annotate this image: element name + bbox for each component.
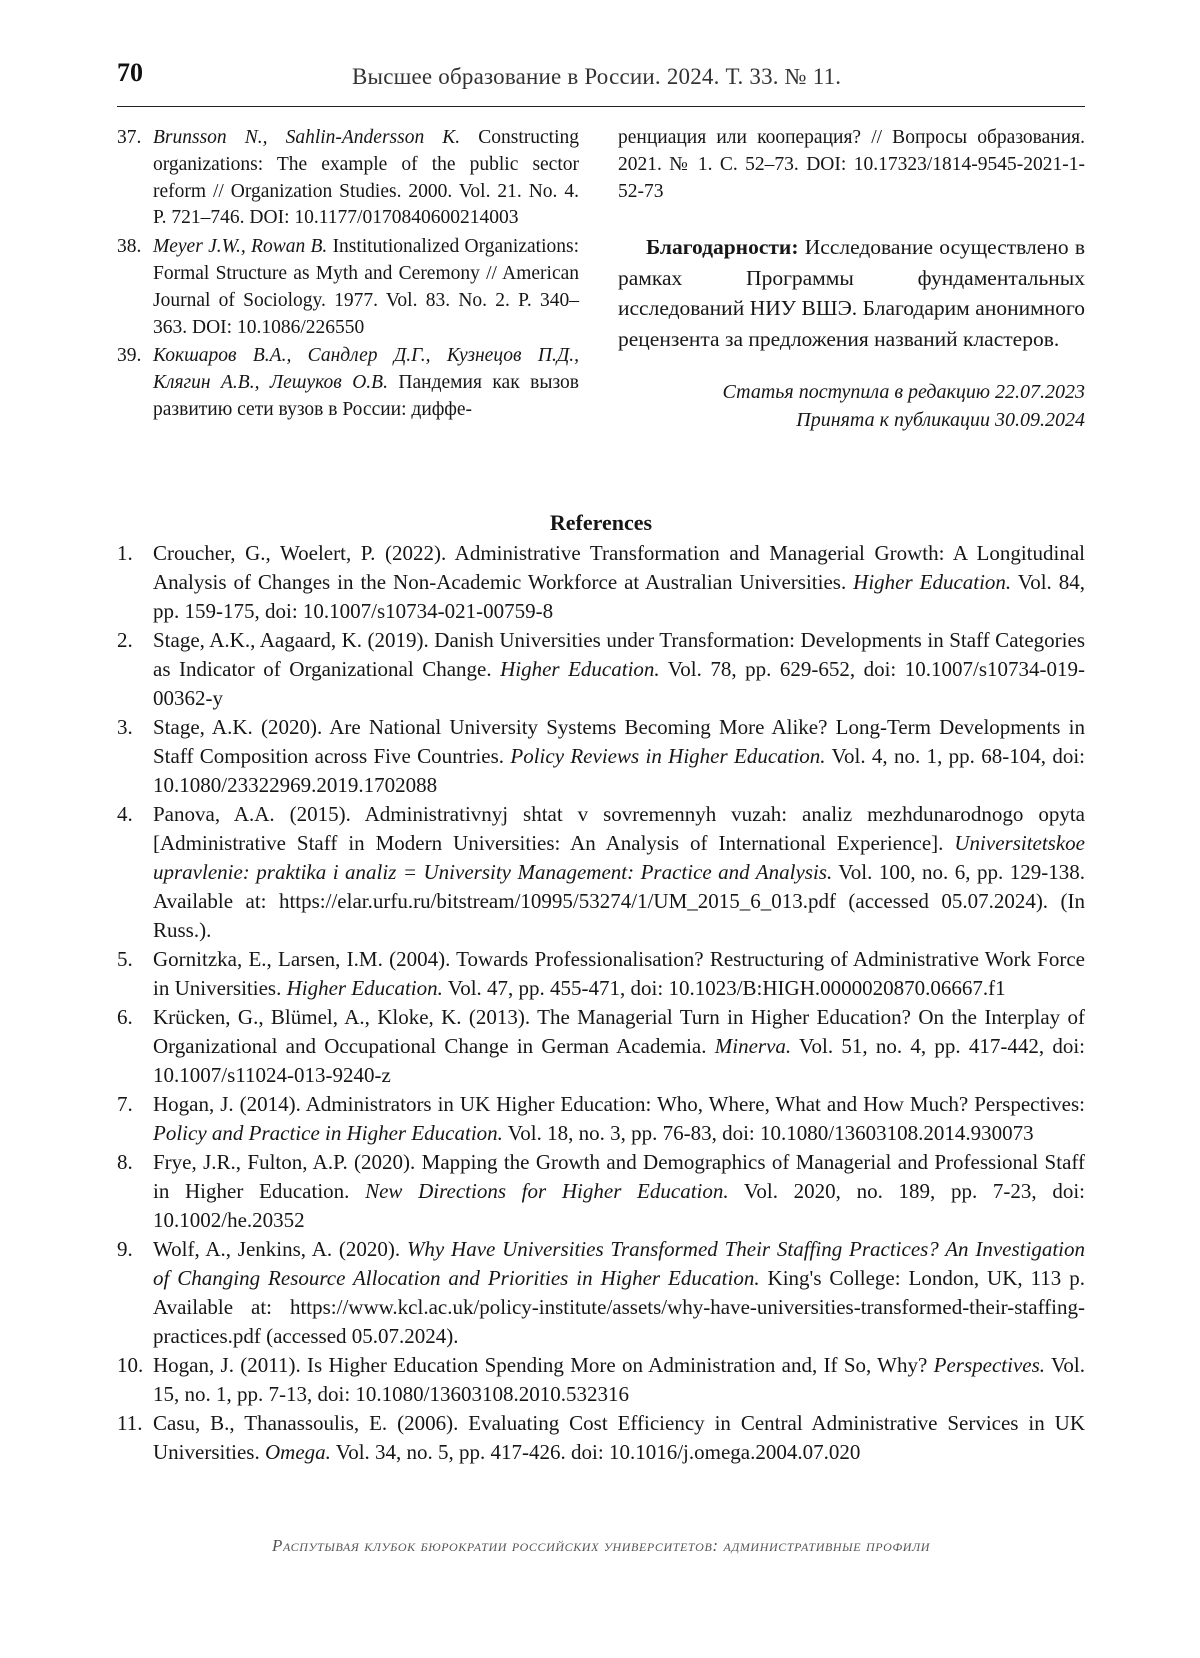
reference-body: Wolf, A., Jenkins, A. (2020). xyxy=(153,1237,407,1261)
reference-number: 10. xyxy=(117,1353,144,1377)
reference-details: King's College: London, UK, 113 p. Available at: https://www.kcl.ac.uk/policy-institute/assets/why-have-universities-transformed-their-staffing-practices.pdf (accessed 05.07.2024). xyxy=(153,1266,1085,1348)
reference-item xyxy=(117,539,1085,626)
reference-item xyxy=(117,800,1085,945)
reference-body: Casu, B., Thanassoulis, E. (2006). Evaluating Cost Efficiency in Central Administrative Services in UK Universities. xyxy=(153,1411,1085,1464)
reference-details: Institutionalized Organizations: Formal Structure as Myth and Ceremony // American Journal of Sociology. 1977. Vol. 83. No. 2. P. 340–363. DOI: 10.1086/226550 xyxy=(153,236,579,338)
reference-text xyxy=(153,1090,1085,1148)
reference-details: Vol. 51, no. 4, pp. 417-442, doi: 10.1007/s11024-013-9240-z xyxy=(153,1034,1086,1087)
reference-authors: Brunsson N., Sahlin-Andersson K. xyxy=(153,127,461,148)
reference-details: Vol. 34, no. 5, pp. 417-426. doi: 10.1016/j.omega.2004.07.020 xyxy=(330,1440,861,1464)
reference-number: 1. xyxy=(117,541,133,565)
reference-details: Vol. 84, pp. 159-175, doi: 10.1007/s10734-021-00759-8 xyxy=(153,570,1086,623)
received-date: Статья поступила в редакцию 22.07.2023 xyxy=(722,381,1085,404)
reference-source: Omega. xyxy=(264,1440,331,1464)
reference-text xyxy=(153,800,1085,945)
reference-item xyxy=(117,626,1085,713)
reference-item xyxy=(117,1409,1085,1467)
acknowledgment-label: Благодарности: xyxy=(646,235,799,260)
reference-body: Stage, A.K. (2020). Are National University Systems Becoming More Alike? Long-Term Developments in Staff Composition across Five Countries. xyxy=(153,715,1085,768)
reference-details: Vol. 2020, no. 189, pp. 7-23, doi: 10.1002/he.20352 xyxy=(153,1179,1085,1232)
reference-source: Perspectives. xyxy=(933,1353,1046,1377)
reference-details: Constructing organizations: The example of the public sector reform // Organization Studies. 2000. Vol. 21. No. 4. P. 721–746. DOI: 10.1177/0170840600214003 xyxy=(153,127,580,229)
right-column xyxy=(618,125,1085,434)
reference-item xyxy=(117,713,1085,800)
page-number: 70 xyxy=(117,58,143,87)
acknowledgment-text: Исследование осуществлено в рамках Программы фундаментальных исследований НИУ ВШЭ. Благодарим анонимного рецензента за предложения названий кластеров. xyxy=(618,235,1085,351)
reference-number: 11. xyxy=(117,1411,143,1435)
reference-number: 6. xyxy=(117,1005,133,1029)
reference-source: Policy Reviews in Higher Education. xyxy=(510,744,826,768)
reference-item xyxy=(117,1351,1085,1409)
reference-body: Croucher, G., Woelert, P. (2022). Administrative Transformation and Managerial Growth: A Longitudinal Analysis of Changes in the Non-Academic Workforce at Australian Universities. xyxy=(153,541,1085,594)
accepted-date: Принята к публикации 30.09.2024 xyxy=(796,409,1085,432)
reference-details: Vol. 78, pp. 629-652, doi: 10.1007/s10734-019-00362-y xyxy=(153,657,1085,710)
article-dates xyxy=(618,378,1085,434)
reference-item xyxy=(117,234,579,341)
reference-item xyxy=(117,1003,1085,1090)
acknowledgment xyxy=(618,232,1085,354)
reference-details: Vol. 18, no. 3, pp. 76-83, doi: 10.1080/13603108.2014.930073 xyxy=(502,1121,1034,1145)
reference-number: 3. xyxy=(117,715,133,739)
journal-title: Высшее образование в России. 2024. Т. 33. № 11. xyxy=(352,64,842,89)
reference-text xyxy=(153,343,579,423)
reference-details: Vol. 15, no. 1, pp. 7-13, doi: 10.1080/13603108.2010.532316 xyxy=(153,1353,1085,1406)
reference-body: Hogan, J. (2011). Is Higher Education Spending More on Administration and, If So, Why? xyxy=(153,1353,934,1377)
reference-details: Vol. 47, pp. 455-471, doi: 10.1023/B:HIGH.0000020870.06667.f1 xyxy=(442,976,1006,1000)
reference-text xyxy=(153,234,579,341)
reference-source: Policy and Practice in Higher Education. xyxy=(153,1121,503,1145)
reference-source: Universitetskoe upravlenie: praktika i analiz = University Management: Practice and Analysis. xyxy=(153,831,1085,884)
reference-text xyxy=(153,945,1085,1003)
reference-number: 39. xyxy=(117,345,142,367)
reference-authors: Meyer J.W., Rowan B. xyxy=(153,236,328,258)
reference-text xyxy=(153,1409,1085,1467)
reference-text xyxy=(153,1003,1085,1090)
page-header xyxy=(117,58,1085,107)
reference-body: Hogan, J. (2014). Administrators in UK Higher Education: Who, Where, What and How Much? Perspectives: xyxy=(153,1092,1085,1116)
reference-body: Frye, J.R., Fulton, A.P. (2020). Mapping the Growth and Demographics of Managerial and Professional Staff in Higher Education. xyxy=(153,1150,1085,1203)
reference-source: Higher Education. xyxy=(500,657,660,681)
reference-source: Higher Education. xyxy=(853,570,1012,594)
reference-text xyxy=(153,713,1085,800)
reference-body: Stage, A.K., Aagaard, K. (2019). Danish Universities under Transformation: Developments in Staff Categories as Indicator of Organizational Change. xyxy=(153,628,1085,681)
reference-text xyxy=(153,1351,1085,1409)
reference-item xyxy=(117,1090,1085,1148)
reference-text xyxy=(153,1148,1085,1235)
reference-item xyxy=(117,125,579,232)
reference-number: 2. xyxy=(117,628,133,652)
reference-details: Vol. 100, no. 6, pp. 129-138. Available at: https://elar.urfu.ru/bitstream/10995/53274/1/UM_2015_6_013.pdf (accessed 05.07.2024). (In Russ.). xyxy=(153,860,1085,942)
reference-text xyxy=(153,1235,1085,1351)
reference-continuation: ренциация или кооперация? // Вопросы образования. 2021. № 1. С. 52–73. DOI: 10.17323/1814-9545-2021-1-52-73 xyxy=(618,127,1085,202)
reference-body: Gornitzka, E., Larsen, I.M. (2004). Towards Professionalisation? Restructuring of Administrative Work Force in Universities. xyxy=(153,947,1085,1000)
reference-authors: Кокшаров В.А., Сандлер Д.Г., Кузнецов П.Д., Клягин А.В., Лешуков О.В. xyxy=(153,345,579,394)
reference-source: New Directions for Higher Education. xyxy=(365,1179,729,1203)
references-heading: References xyxy=(549,510,653,535)
reference-number: 4. xyxy=(117,802,133,826)
reference-source: Why Have Universities Transformed Their Staffing Practices? An Investigation of Changing Resource Allocation and Priorities in Higher Education. xyxy=(153,1237,1085,1290)
running-footer: Распутывая клубок бюрократии российских университетов: административные профили xyxy=(272,1536,930,1555)
reference-number: 37. xyxy=(117,127,142,148)
reference-number: 8. xyxy=(117,1150,133,1174)
reference-text xyxy=(153,626,1085,713)
reference-number: 5. xyxy=(117,947,133,971)
reference-details: Пандемия как вызов развитию сети вузов в России: диффе- xyxy=(153,372,579,420)
reference-number: 9. xyxy=(117,1237,133,1261)
reference-source: Minerva. xyxy=(714,1034,792,1058)
reference-source: Higher Education. xyxy=(286,976,443,1000)
reference-body: Krücken, G., Blümel, A., Kloke, K. (2013). The Managerial Turn in Higher Education? On the Interplay of Organizational and Occupational Change in German Academia. xyxy=(153,1005,1085,1058)
left-column xyxy=(117,125,579,426)
reference-number: 38. xyxy=(117,236,142,258)
reference-body: Panova, A.A. (2015). Administrativnyj shtat v sovremennyh vuzah: analiz mezhdunarodnogo opyta [Administrative Staff in Modern Universities: An Analysis of International Experience]. xyxy=(153,802,1085,855)
reference-item xyxy=(117,945,1085,1003)
reference-text xyxy=(153,539,1085,626)
reference-text xyxy=(153,125,579,232)
reference-item xyxy=(117,343,579,423)
reference-item xyxy=(117,1235,1085,1351)
references-list xyxy=(117,539,1085,1467)
reference-number: 7. xyxy=(117,1092,133,1116)
reference-details: Vol. 4, no. 1, pp. 68-104, doi: 10.1080/23322969.2019.1702088 xyxy=(153,744,1085,797)
reference-item xyxy=(117,1148,1085,1235)
